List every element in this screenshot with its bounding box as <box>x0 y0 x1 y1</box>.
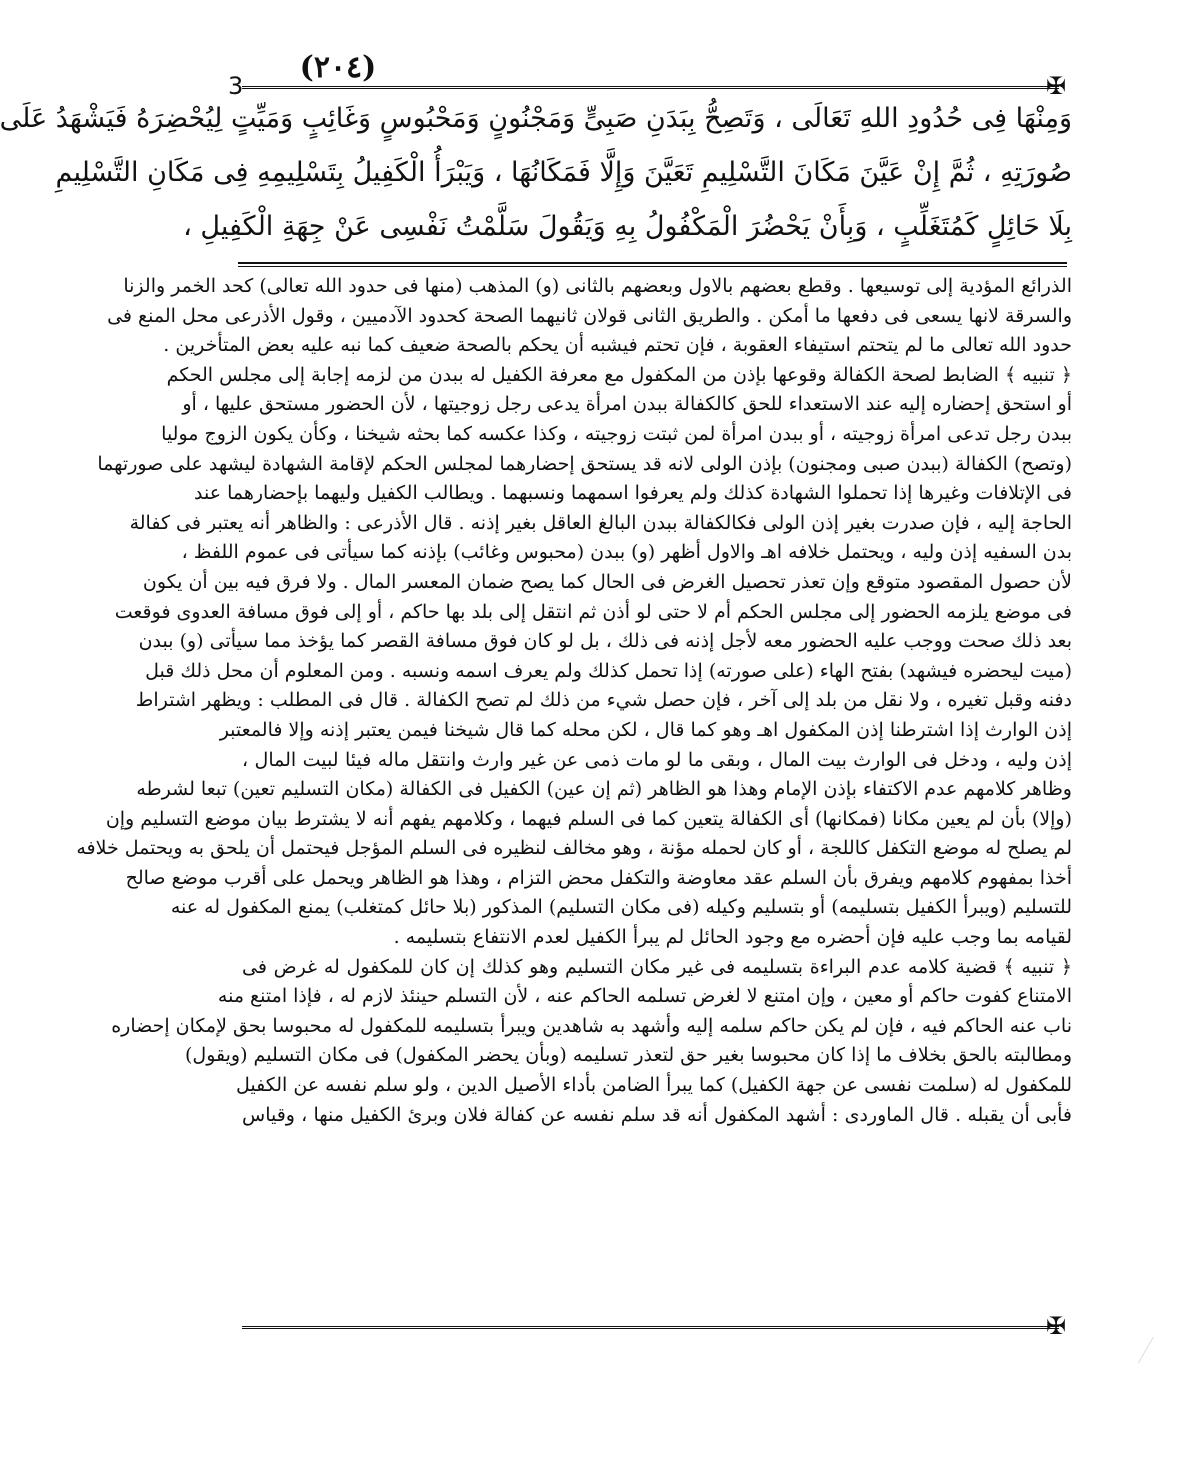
commentary-line: أو استحق إحضاره إليه عند الاستعداء للحق كالكفالة ببدن امرأة يدعى رجل زوجيتها ، لأن الحضور مستحق عليها ، أو <box>182 393 1072 416</box>
ornament-icon: ✠ <box>1045 72 1067 100</box>
commentary-line: أخذا بمفهوم كلامهم ويفرق بأن السلم عقد معاوضة والتكفل محض التزام ، وهذا هو الظاهر ويحمل على أقرب موضع صالح <box>125 866 1072 889</box>
commentary-line: (ميت ليحضره فيشهد) بفتح الهاء (على صورته) إذا تحمل كذلك ولم يعرف اسمه ونسبه . ومن المعلوم أن محل ذلك قبل <box>145 659 1072 682</box>
commentary-line: للمكفول له (سلمت نفسى عن جهة الكفيل) كما يبرأ الضامن بأداء الأصيل الدين ، ولو سلم نفسه عن الكفيل <box>235 1074 1072 1097</box>
commentary-line: الامتناع كفوت حاكم أو معين ، وإن امتنع لا لغرض تسلمه الحاكم عنه ، لأن التسلم حينئذ لازم له ، فإذا امتنع منه <box>217 985 1072 1008</box>
commentary-line: الذرائع المؤدية إلى توسيعها . وقطع بعضهم بالاول وبعضهم بالثانى (و) المذهب (منها فى حدود الله تعالى) كحد الخمر والزنا <box>123 275 1072 297</box>
ornament-icon: ✠ <box>1045 1312 1067 1340</box>
section-divider <box>238 262 1067 264</box>
commentary-line: ﴿ تنبيه ﴾ الضابط لصحة الكفالة وقوعها بإذن من المكفول مع معرفة الكفيل له ببدن من لزمه إجابة إلى مجلس الحكم <box>166 363 1072 386</box>
matn-line: صُورَتِهِ ، ثُمَّ إِنْ عَيَّنَ مَكَانَ التَّسْلِيمِ تَعَيَّنَ وَإِلَّا فَمَكَانُهَا ، وَيَبْرَأُ الْكَفِيلُ بِتَسْلِيمِهِ فِى مَكَانِ التَّسْلِيمِ <box>55 157 1072 188</box>
commentary-line: ﴿ تنبيه ﴾ قضية كلامه عدم البراءة بتسليمه فى غير مكان التسليم وهو كذلك إن كان للمكفول له غرض فى <box>242 955 1072 978</box>
commentary-line: بدن السفيه إذن وليه ، ويحتمل خلافه اهـ والاول أظهر (و) ببدن (محبوس وغائب) بإذنه كما سيأتى فى عموم اللفظ ، <box>181 541 1072 564</box>
scan-mark <box>1138 1337 1171 1373</box>
matn-line: بِلَا حَائِلٍ كَمُتَغَلِّبٍ ، وَبِأَنْ يَحْضُرَ الْمَكْفُولُ بِهِ وَيَقُولَ سَلَّمْتُ نَفْسِى عَنْ جِهَةِ الْكَفِيلِ ، <box>183 211 1072 242</box>
commentary-line: لم يصلح له موضع التكفل كاللجة ، أو كان لحمله مؤنة ، وهو مخالف لنظيره فى السلم المؤجل فيحتمل أن يلحق به ويحتمل خلافه <box>76 837 1072 860</box>
commentary-line: لأن حصول المقصود متوقع وإن تعذر تحصيل الغرض فى الحال كما يصح ضمان المعسر المال . ولا فرق فيه بين أن يكون <box>142 570 1072 593</box>
matn-line: وَمِنْهَا فِى حُدُودِ اللهِ تَعَالَى ، وَتَصِحُّ بِبَدَنِ صَبِىٍّ وَمَجْنُونٍ وَمَحْبُوسٍ وَغَائِبٍ وَمَيِّتٍ لِيُحْضِرَهُ فَيَشْهَدُ عَلَى <box>0 103 1072 134</box>
commentary-line: إذن وليه ، ودخل فى الوارث بيت المال ، وبقى ما لو مات ذمى عن غير وارث وانتقل ماله فيئا لبيت المال ، <box>242 748 1072 771</box>
commentary-line: ناب عنه الحاكم فيه ، فإن لم يكن حاكم سلمه إليه وأشهد به شاهدين ويبرأ بتسليمه للمكفول له محبوسا بحق لإمكان إحضاره <box>111 1014 1072 1037</box>
page-number: (٢٠٤) <box>299 50 377 85</box>
commentary-line: ببدن رجل تدعى امرأة زوجيته ، أو ببدن امرأة لمن ثبتت زوجيته ، وكذا عكسه كما بحثه شيخنا ، وكأن يكون الزوج موليا <box>161 422 1072 445</box>
commentary-line: للتسليم (ويبرأ الكفيل بتسليمه) أو بتسليم وكيله (فى مكان التسليم) المذكور (بلا حائل كمتغلب) يمنع المكفول له عنه <box>170 896 1072 919</box>
commentary-line: (وإلا) بأن لم يعين مكانا (فمكانها) أى الكفالة يتعين كما فى السلم فيهما ، وكلامهم يفهم أنه لا يشترط بيان موضع التسليم وإن <box>105 807 1072 830</box>
commentary-text <box>76 272 1072 1130</box>
commentary-line: (وتصح) الكفالة (ببدن صبى ومجنون) بإذن الولى لانه قد يستحق إحضارهما لمجلس الحكم لإقامة الشهادة ليشهد على صورتهما <box>97 452 1072 475</box>
commentary-line: فى موضع يلزمه الحضور إلى مجلس الحكم أم لا حتى لو أذن ثم انتقل إلى بلد بها حاكم ، أو إلى فوق مسافة العدوى فوقعت <box>114 600 1072 623</box>
matn-text <box>0 100 1072 262</box>
commentary-line: لقيامه بما وجب عليه فإن أحضره مع وجود الحائل لم يبرأ الكفيل لعدم الانتفاع بتسليمه . <box>393 926 1072 949</box>
commentary-line: وظاهر كلامهم عدم الاكتفاء بإذن الإمام وهذا هو الظاهر (ثم إن عين) الكفيل فى الكفالة (مكان التسليم تعين) تبعا لشرطه <box>136 778 1072 801</box>
commentary-line: دفنه وقبل تغيره ، ولا نقل من بلد إلى آخر ، فإن حصل شيء من ذلك لم تصح الكفالة . قال فى المطلب : ويظهر اشتراط <box>135 689 1072 712</box>
footer-rule <box>242 1326 1059 1329</box>
commentary-line: الحاجة إليه ، فإن صدرت بغير إذن الولى فكالكفالة ببدن البالغ العاقل بغير إذنه . قال الأذرعى : والظاهر أنه يعتبر فى كفالة <box>129 511 1072 534</box>
commentary-line: والسرقة لانها يسعى فى دفعها ما أمكن . والطريق الثانى قولان ثانيهما الصحة كحدود الآدميين ، وقول الأذرعى محل المنع فى <box>107 304 1072 327</box>
header-rule <box>242 86 1059 89</box>
commentary-line: بعد ذلك صحت ووجب عليه الحضور معه لأجل إذنه فى ذلك ، بل لو كان فوق مسافة القصر كما يؤخذ مما سيأتى (و) ببدن <box>138 630 1072 653</box>
commentary-line: فأبى أن يقبله . قال الماوردى : أشهد المكفول أنه قد سلم نفسه عن كفالة فلان وبرئ الكفيل منها ، وقياس <box>242 1103 1072 1126</box>
section-divider-thin <box>238 266 1067 267</box>
commentary-line: حدود الله تعالى ما لم يتحتم استيفاء العقوبة ، فإن تحتم فيشبه أن يحكم بالصحة ضعيف كما نبه عليه بعض المتأخرين . <box>163 334 1072 357</box>
commentary-line: فى الإتلافات وغيرها إذا تحملوا الشهادة كذلك ولم يعرفوا اسمهما ونسبهما . ويطالب الكفيل وليهما بإحضارهما عند <box>194 482 1072 505</box>
margin-mark: 3 <box>228 72 244 100</box>
commentary-line: ومطالبته بالحق بخلاف ما إذا كان محبوسا بغير حق لتعذر تسليمه (وبأن يحضر المكفول) فى مكان التسليم (ويقول) <box>185 1044 1072 1067</box>
commentary-line: إذن الوارث إذا اشترطنا إذن المكفول اهـ وهو كما قال ، لكن محله كما قال شيخنا فيمن يعتبر إذنه وإلا فالمعتبر <box>219 718 1072 741</box>
